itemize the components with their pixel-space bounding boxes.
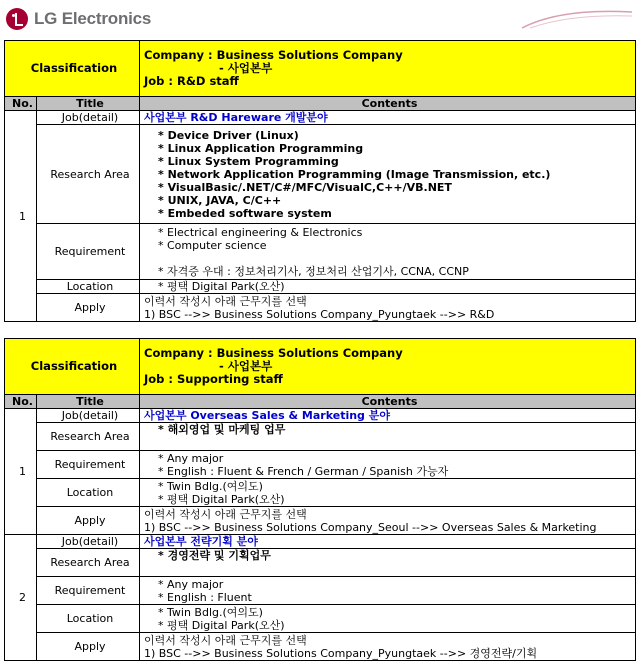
job-name: Job : Supporting staff bbox=[144, 372, 283, 386]
research-area-label: Research Area bbox=[37, 549, 140, 577]
requirement-list bbox=[140, 224, 636, 280]
apply-line: 이력서 작성시 아래 근무지를 선택 bbox=[144, 633, 307, 647]
list-item: * UNIX, JAVA, C/C++ bbox=[158, 193, 282, 207]
location-list bbox=[140, 479, 636, 507]
row-number: 1 bbox=[5, 409, 37, 535]
list-item: * VisualBasic/.NET/C#/MFC/VisualC,C++/VB.NET bbox=[158, 180, 452, 194]
requirement-label: Requirement bbox=[37, 451, 140, 479]
apply-line: 이력서 작성시 아래 근무지를 선택 bbox=[144, 507, 307, 521]
list-item: * Linux System Programming bbox=[158, 154, 339, 168]
col-title-header: Title bbox=[37, 97, 140, 111]
research-area-list bbox=[140, 125, 636, 224]
col-no-header: No. bbox=[5, 395, 37, 409]
apply-line: 1) BSC -->> Business Solutions Company_Pyungtaek -->> 경영전략/기획 bbox=[144, 646, 538, 660]
list-item: * Twin Bdlg.(여의도) bbox=[158, 479, 263, 493]
logo-text: LG Electronics bbox=[34, 9, 152, 28]
job-table-rnd bbox=[4, 40, 636, 322]
requirement-label: Requirement bbox=[37, 224, 140, 280]
row-number: 1 bbox=[5, 111, 37, 322]
apply-value bbox=[140, 294, 636, 322]
col-contents-header: Contents bbox=[140, 97, 636, 111]
research-area-label: Research Area bbox=[37, 423, 140, 451]
apply-line: 이력서 작성시 아래 근무지를 선택 bbox=[144, 294, 307, 308]
list-item: * English : Fluent & French / German / Spanish 가능자 bbox=[158, 464, 449, 478]
location-list bbox=[140, 605, 636, 633]
job-detail-value: 사업본부 R&D Hareware 개발분야 bbox=[140, 111, 636, 125]
classification-label: Classification bbox=[5, 41, 140, 97]
lg-logo bbox=[6, 8, 151, 30]
list-item: * Any major bbox=[158, 577, 224, 591]
list-item: * Electrical engineering & Electronics bbox=[158, 225, 363, 239]
company-name: Company : Business Solutions Company bbox=[144, 48, 403, 62]
job-detail-label: Job(detail) bbox=[37, 111, 140, 125]
list-item: * English : Fluent bbox=[158, 590, 252, 604]
classification-label: Classification bbox=[5, 339, 140, 395]
location-value: * 평택 Digital Park(오산) bbox=[140, 280, 636, 294]
list-item: * Embeded software system bbox=[158, 206, 332, 220]
requirement-list bbox=[140, 451, 636, 479]
job-table-supporting bbox=[4, 338, 636, 661]
row-number: 2 bbox=[5, 535, 37, 661]
company-name: Company : Business Solutions Company bbox=[144, 346, 403, 360]
research-area-value: * 경영전략 및 기획업무 bbox=[140, 549, 636, 577]
list-item: * Any major bbox=[158, 451, 224, 465]
location-label: Location bbox=[37, 479, 140, 507]
apply-label: Apply bbox=[37, 507, 140, 535]
classification-info bbox=[140, 339, 636, 395]
location-label: Location bbox=[37, 605, 140, 633]
list-item: * Computer science bbox=[158, 238, 267, 252]
division-name: - 사업본부 bbox=[219, 359, 273, 373]
list-item: * Twin Bdlg.(여의도) bbox=[158, 605, 263, 619]
apply-label: Apply bbox=[37, 633, 140, 661]
job-detail-value: 사업본부 전략기획 분야 bbox=[140, 535, 636, 549]
job-detail-value: 사업본부 Overseas Sales & Marketing 분야 bbox=[140, 409, 636, 423]
division-name: - 사업본부 bbox=[219, 61, 273, 75]
col-no-header: No. bbox=[5, 97, 37, 111]
apply-value bbox=[140, 507, 636, 535]
job-detail-label: Job(detail) bbox=[37, 535, 140, 549]
list-item bbox=[158, 252, 635, 265]
classification-info bbox=[140, 41, 636, 97]
list-item: * 평택 Digital Park(오산) bbox=[158, 618, 285, 632]
list-item: * 평택 Digital Park(오산) bbox=[158, 492, 285, 506]
list-item: * 자격증 우대 : 정보처리기사, 정보처리 산업기사, CCNA, CCNP bbox=[158, 264, 469, 278]
job-detail-label: Job(detail) bbox=[37, 409, 140, 423]
requirement-list bbox=[140, 577, 636, 605]
col-title-header: Title bbox=[37, 395, 140, 409]
page-header bbox=[0, 0, 639, 36]
research-area-value: * 해외영업 및 마케팅 업무 bbox=[140, 423, 636, 451]
list-item: * Network Application Programming (Image Transmission, etc.) bbox=[158, 167, 551, 181]
col-contents-header: Contents bbox=[140, 395, 636, 409]
apply-line: 1) BSC -->> Business Solutions Company_Seoul -->> Overseas Sales & Marketing bbox=[144, 520, 597, 534]
location-label: Location bbox=[37, 280, 140, 294]
research-area-label: Research Area bbox=[37, 125, 140, 224]
apply-label: Apply bbox=[37, 294, 140, 322]
apply-value bbox=[140, 633, 636, 661]
requirement-label: Requirement bbox=[37, 577, 140, 605]
lg-face-icon bbox=[6, 8, 28, 30]
swoosh-decoration-icon bbox=[520, 6, 635, 30]
apply-line: 1) BSC -->> Business Solutions Company_Pyungtaek -->> R&D bbox=[144, 307, 495, 321]
list-item: * Linux Application Programming bbox=[158, 141, 364, 155]
list-item: * Device Driver (Linux) bbox=[158, 128, 299, 142]
job-name: Job : R&D staff bbox=[144, 74, 239, 88]
